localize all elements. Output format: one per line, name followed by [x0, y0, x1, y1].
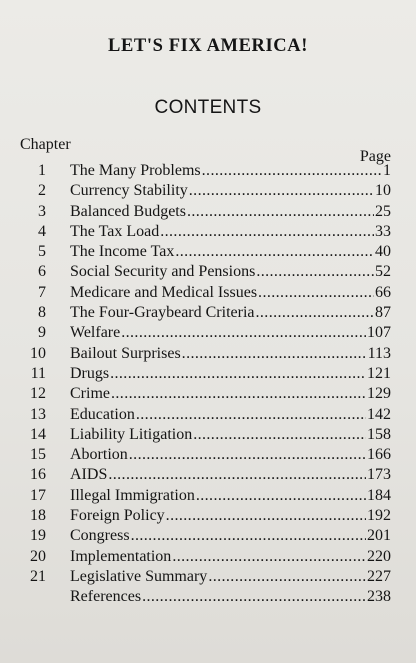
chapter-title: The Tax Load: [70, 222, 160, 240]
chapter-title: Abortion: [70, 446, 128, 464]
toc-entry: [0, 223, 416, 243]
toc-entry: [0, 527, 416, 547]
toc-entry: [0, 345, 416, 365]
chapter-title: Liability Litigation: [70, 425, 193, 443]
chapter-number: 4: [38, 222, 46, 240]
chapter-title: AIDS: [70, 466, 108, 484]
chapter-number: 21: [30, 567, 46, 585]
dot-leader: [136, 406, 366, 424]
toc-entry: [0, 446, 416, 466]
toc-entry: [0, 588, 416, 608]
chapter-number: 12: [30, 385, 46, 403]
page-number: 10: [375, 182, 391, 200]
dot-leader: [202, 162, 382, 180]
toc-entry: [0, 385, 416, 405]
page-number: 238: [367, 588, 391, 606]
chapter-number: 5: [38, 243, 46, 261]
page-number: 142: [367, 405, 391, 423]
dot-leader: [129, 446, 366, 464]
chapter-title: Drugs: [70, 364, 110, 382]
chapter-title: The Many Problems: [70, 162, 201, 179]
chapter-number: 15: [30, 446, 46, 464]
chapter-title: Congress: [70, 527, 130, 545]
toc-entry: [0, 568, 416, 588]
toc-entry: [0, 426, 416, 446]
toc-entry: [0, 466, 416, 486]
toc-entry: [0, 406, 416, 426]
chapter-number: 9: [38, 324, 46, 342]
dot-leader: [182, 345, 367, 363]
dot-leader: [187, 203, 374, 221]
dot-leader: [175, 243, 374, 261]
chapter-number: 16: [30, 466, 46, 484]
page-number: 113: [367, 344, 391, 362]
page-number: 184: [367, 486, 391, 504]
page-number: 87: [375, 304, 391, 322]
page-number: 201: [367, 527, 391, 545]
dot-leader: [258, 284, 374, 302]
chapter-title: Currency Stability: [70, 182, 188, 200]
toc-entry: [0, 507, 416, 527]
chapter-title: Welfare: [70, 324, 121, 342]
dot-leader: [256, 304, 375, 322]
toc-entry: [0, 284, 416, 304]
chapter-number: 11: [30, 364, 46, 382]
toc-entry: [0, 182, 416, 202]
page-number: 166: [367, 446, 391, 464]
dot-leader: [111, 385, 366, 403]
contents-heading: CONTENTS: [154, 97, 262, 118]
dot-leader: [131, 527, 366, 545]
chapter-title: The Four-Graybeard Criteria: [70, 304, 255, 322]
chapter-title: Bailout Surprises: [70, 344, 181, 362]
page-number: 33: [375, 222, 391, 240]
page-number: 40: [375, 243, 391, 261]
page-number: 158: [367, 425, 391, 443]
toc-entry: [0, 243, 416, 263]
book-title: LET'S FIX AMERICA!: [108, 36, 308, 56]
dot-leader: [110, 365, 366, 383]
page-number: 129: [367, 385, 391, 403]
chapter-title: Social Security and Pensions: [70, 263, 256, 281]
chapter-number: 19: [30, 527, 46, 545]
chapter-number: 20: [30, 547, 46, 565]
toc-entry: [0, 548, 416, 568]
chapter-title: Illegal Immigration: [70, 486, 195, 504]
chapter-number: 3: [38, 202, 46, 220]
dot-leader: [142, 588, 366, 606]
page-number: 25: [375, 202, 391, 220]
page-number: 1: [383, 162, 391, 179]
dot-leader: [208, 568, 366, 586]
dot-leader: [108, 466, 366, 484]
dot-leader: [193, 426, 366, 444]
chapter-number: 13: [30, 405, 46, 423]
toc-entry: [0, 304, 416, 324]
toc-entry: [0, 487, 416, 507]
chapter-title: The Income Tax: [70, 243, 175, 261]
toc-entry: [0, 203, 416, 223]
chapter-title: Implementation: [70, 547, 172, 565]
page-number: 173: [367, 466, 391, 484]
dot-leader: [196, 487, 366, 505]
chapter-title: Medicare and Medical Issues: [70, 283, 258, 301]
chapter-number: 7: [38, 283, 46, 301]
dot-leader: [166, 507, 366, 525]
page-column-label: Page: [359, 148, 391, 165]
page-number: 66: [375, 283, 391, 301]
dot-leader: [189, 182, 374, 200]
chapter-number: 1: [38, 162, 46, 179]
chapter-number: 6: [38, 263, 46, 281]
page-number: 121: [367, 364, 391, 382]
toc-entry: [0, 263, 416, 283]
page-number: 52: [375, 263, 391, 281]
chapter-title: Balanced Budgets: [70, 202, 186, 220]
dot-leader: [121, 324, 366, 342]
dot-leader: [172, 548, 366, 566]
toc-entry: [0, 162, 416, 182]
page-number: 107: [367, 324, 391, 342]
page-number: 192: [367, 507, 391, 525]
chapter-number: 8: [38, 304, 46, 322]
chapter-title: Crime: [70, 385, 110, 403]
chapter-number: 18: [30, 507, 46, 525]
table-of-contents: [0, 162, 416, 609]
chapter-title: Foreign Policy: [70, 507, 165, 525]
toc-entry: [0, 365, 416, 385]
dot-leader: [256, 263, 374, 281]
page-number: 227: [367, 567, 391, 585]
chapter-number: 17: [30, 486, 46, 504]
dot-leader: [160, 223, 374, 241]
chapter-number: 10: [30, 344, 46, 362]
chapter-title: Education: [70, 405, 135, 423]
chapter-title: References: [70, 588, 142, 606]
toc-entry: [0, 324, 416, 344]
chapter-column-label: Chapter: [20, 136, 71, 153]
chapter-title: Legislative Summary: [70, 567, 208, 585]
chapter-number: 14: [30, 425, 46, 443]
page-number: 220: [367, 547, 391, 565]
chapter-number: 2: [38, 182, 46, 200]
